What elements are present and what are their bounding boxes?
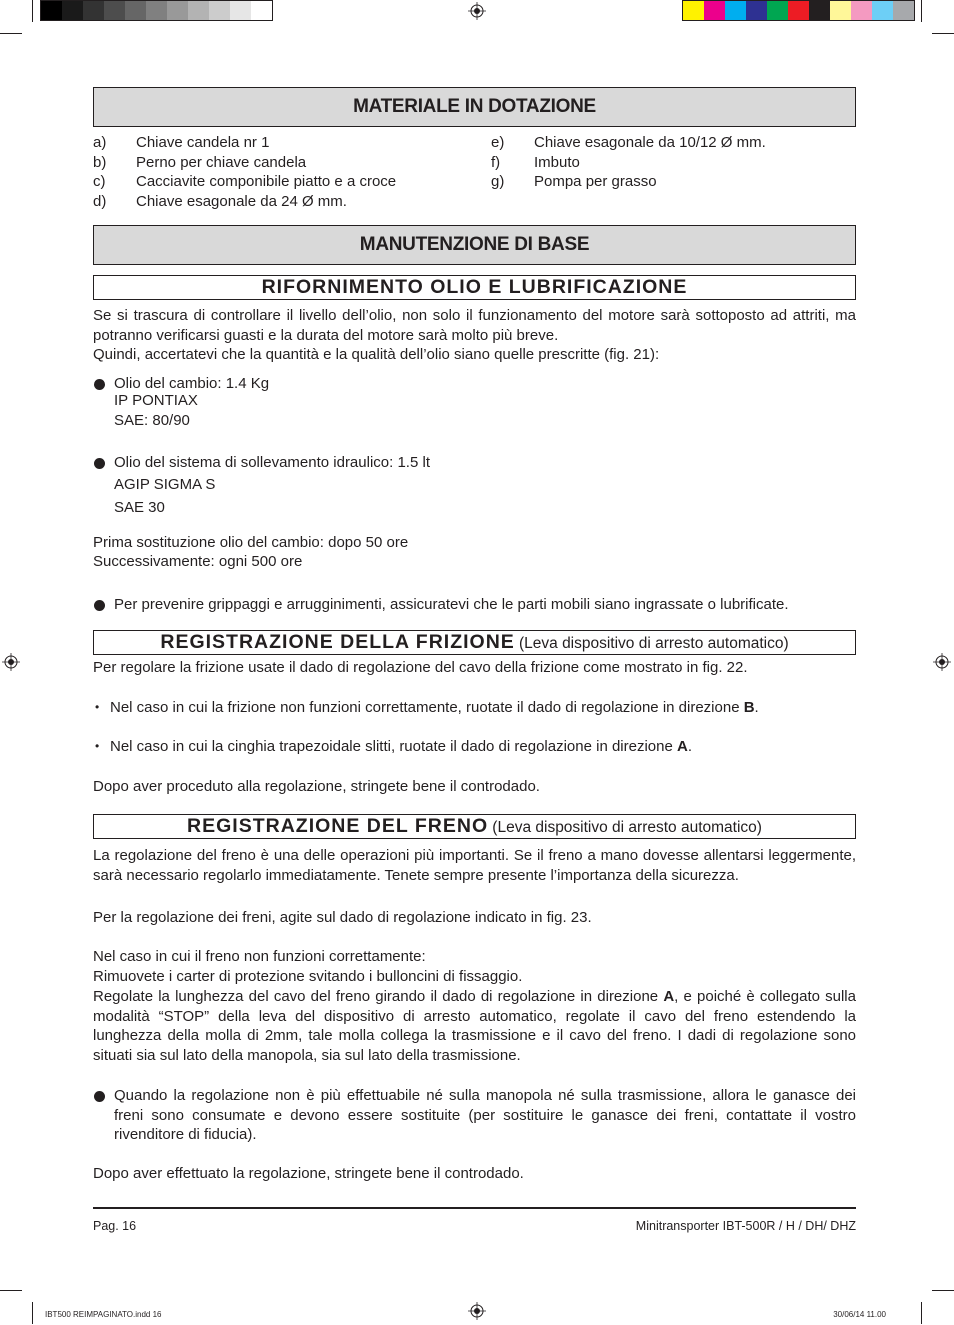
bullet-dot-icon: • xyxy=(95,700,100,714)
color-swatch xyxy=(767,1,788,20)
item-key: e) xyxy=(491,134,505,151)
bullet-line: Quando la regolazione non è più effettuabile né sulla manopola né sulla trasmissione, allora le ganasce dei freni sono consumate e devono essere sostituite (per sostituire le ganasce dei freni, contattate il vostro rivenditore di fiducia). xyxy=(114,1087,856,1143)
freno-p5-c: , e poiché è collegato sulla modalità “STOP” della leva del dispositivo di arresto automatico, regolate il cavo del freno estendendo la lunghezza della molla di 2mm, tale molla collega la trasmissione e il cavo del freno. I dadi di regolazione sono situati sia sul lato della manopola, sia sul lato della trasmissione. xyxy=(93,988,856,1064)
footer-rule xyxy=(93,1207,856,1209)
bullet-text-main: Nel caso in cui la frizione non funzioni correttamente, ruotate il dado di regolazione in direzione xyxy=(110,699,744,716)
color-swatch xyxy=(83,1,104,20)
bullet-line: Olio del sistema di sollevamento idraulico: 1.5 lt xyxy=(114,454,430,471)
item-value: Chiave esagonale da 24 Ø mm. xyxy=(136,192,347,210)
crop-mark xyxy=(32,0,33,22)
color-swatch xyxy=(683,1,704,20)
crop-mark xyxy=(921,0,922,22)
grey-calibration-bar xyxy=(40,0,273,21)
item-key: a) xyxy=(93,134,107,151)
item-key: d) xyxy=(93,192,107,210)
freno-p2: Per la regolazione dei freni, agite sul dado di regolazione indicato in fig. 23. xyxy=(93,909,592,926)
color-swatch xyxy=(893,1,914,20)
subsection-title-text: REGISTRAZIONE DEL FRENO xyxy=(187,815,489,837)
item-value: Imbuto xyxy=(534,153,580,171)
slug-filename: IBT500 REIMPAGINATO.indd 16 xyxy=(45,1310,162,1319)
color-swatch xyxy=(41,1,62,20)
olio-first-change: Prima sostituzione olio del cambio: dopo 50 ore xyxy=(93,534,409,551)
list-item xyxy=(491,153,856,173)
list-item xyxy=(93,172,483,192)
color-swatch xyxy=(251,1,272,20)
direction-a: A xyxy=(663,988,675,1005)
olio-intro: Se si trascura di controllare il livello dell’olio, non solo il funzionamento del motore sarà sottoposto ad attriti, ma potranno verificarsi guasti e la durata del motore sarà molto più breve. xyxy=(93,307,856,344)
list-item xyxy=(491,172,856,192)
color-swatch xyxy=(104,1,125,20)
color-swatch xyxy=(746,1,767,20)
direction-b: B xyxy=(743,699,755,716)
freno-p5 xyxy=(93,987,856,1065)
crop-mark xyxy=(932,1290,954,1291)
list-item xyxy=(491,133,856,153)
subsection-title-freno xyxy=(93,814,856,839)
color-swatch xyxy=(788,1,809,20)
crop-mark xyxy=(32,1302,33,1324)
bullet-dot-icon: • xyxy=(95,739,100,753)
color-calibration-bar xyxy=(682,0,915,21)
bullet-dot-icon xyxy=(94,379,105,390)
color-swatch xyxy=(146,1,167,20)
item-value: Chiave esagonale da 10/12 Ø mm. xyxy=(534,134,766,151)
bullet-line: IP PONTIAX xyxy=(114,392,198,409)
crop-mark xyxy=(0,33,22,34)
freno-p1: La regolazione del freno è una delle operazioni più importanti. Se il freno a mano dovesse allentarsi leggermente, sarà necessario regolarlo immediatamente. Tenete sempre presente l’importanza della sicurezza. xyxy=(93,847,856,884)
subsection-subtitle: (Leva dispositivo di arresto automatico) xyxy=(518,635,789,652)
color-swatch xyxy=(230,1,251,20)
frizione-intro: Per regolare la frizione usate il dado di regolazione del cavo della frizione come mostrato in fig. 22. xyxy=(93,659,748,676)
freno-after: Dopo aver effettuato la regolazione, stringete bene il controdado. xyxy=(93,1165,524,1182)
product-model: Minitransporter IBT-500R / H / DH/ DHZ xyxy=(635,1219,856,1233)
item-value: Pompa per grasso xyxy=(534,173,657,190)
freno-p3: Nel caso in cui il freno non funzioni correttamente: xyxy=(93,948,426,965)
crop-mark xyxy=(921,1302,922,1324)
bullet-line: Olio del cambio: 1.4 Kg xyxy=(114,375,270,392)
color-swatch xyxy=(704,1,725,20)
subsection-title-text: RIFORNIMENTO OLIO E LUBRIFICAZIONE xyxy=(261,276,688,298)
color-swatch xyxy=(725,1,746,20)
materiale-list-right xyxy=(491,133,856,192)
bullet-line: SAE: 80/90 xyxy=(114,412,190,429)
list-item xyxy=(93,153,483,173)
bullet-line: AGIP SIGMA S xyxy=(114,476,216,493)
item-key: c) xyxy=(93,173,106,190)
subsection-title-olio xyxy=(93,275,856,300)
color-swatch xyxy=(188,1,209,20)
subsection-subtitle: (Leva dispositivo di arresto automatico) xyxy=(492,819,762,836)
freno-p5-a: Regolate la lunghezza del cavo del freno girando il dado di regolazione in direzione xyxy=(93,988,664,1005)
subsection-title-frizione xyxy=(93,630,856,655)
item-value: Chiave candela nr 1 xyxy=(136,134,270,151)
materiale-list-left xyxy=(93,133,483,211)
bullet-line: Per prevenire grippaggi e arrugginimenti, assicuratevi che le parti mobili siano ingrassate o lubrificate. xyxy=(114,596,789,613)
olio-intro-2: Quindi, accertatevi che la quantità e la qualità dell’olio siano quelle prescritte (fig. 21): xyxy=(93,346,660,363)
bullet-text-main: Nel caso in cui la cinghia trapezoidale slitti, ruotate il dado di regolazione in direzione xyxy=(110,738,677,755)
color-swatch xyxy=(62,1,83,20)
item-value: Cacciavite componibile piatto e a croce xyxy=(136,173,397,190)
item-key: g) xyxy=(491,173,505,190)
bullet-dot-icon xyxy=(94,600,105,611)
bullet-text xyxy=(110,737,692,757)
color-swatch xyxy=(809,1,830,20)
subsection-title-text: REGISTRAZIONE DELLA FRIZIONE xyxy=(160,631,515,653)
color-swatch xyxy=(830,1,851,20)
slug-date: 30/06/14 11.00 xyxy=(833,1310,886,1319)
registration-mark-icon xyxy=(468,1302,486,1320)
section-title-materiale: MATERIALE IN DOTAZIONE xyxy=(93,87,856,127)
registration-mark-icon xyxy=(933,653,951,671)
color-swatch xyxy=(167,1,188,20)
crop-mark xyxy=(0,1290,22,1291)
color-swatch xyxy=(125,1,146,20)
bullet-text xyxy=(110,698,759,718)
list-item xyxy=(93,133,483,153)
crop-mark xyxy=(932,33,954,34)
registration-mark-icon xyxy=(468,2,486,20)
item-key: f) xyxy=(491,153,501,171)
direction-a: A xyxy=(677,738,688,755)
freno-p4: Rimuovete i carter di protezione svitando i bulloncini di fissaggio. xyxy=(93,968,523,985)
color-swatch xyxy=(851,1,872,20)
bullet-dot-icon xyxy=(94,1091,105,1102)
frizione-after: Dopo aver proceduto alla regolazione, stringete bene il controdado. xyxy=(93,778,540,795)
color-swatch xyxy=(209,1,230,20)
section-title-manutenzione: MANUTENZIONE DI BASE xyxy=(93,225,856,265)
list-item xyxy=(93,192,483,212)
bullet-period: . xyxy=(754,699,759,716)
item-value: Perno per chiave candela xyxy=(136,153,307,171)
bullet-period: . xyxy=(687,738,693,755)
color-swatch xyxy=(872,1,893,20)
bullet-line: SAE 30 xyxy=(114,499,165,516)
registration-mark-icon xyxy=(2,653,20,671)
item-key: b) xyxy=(93,153,107,171)
page-number: Pag. 16 xyxy=(93,1219,137,1233)
bullet-dot-icon xyxy=(94,458,105,469)
olio-next-change: Successivamente: ogni 500 ore xyxy=(93,553,303,570)
